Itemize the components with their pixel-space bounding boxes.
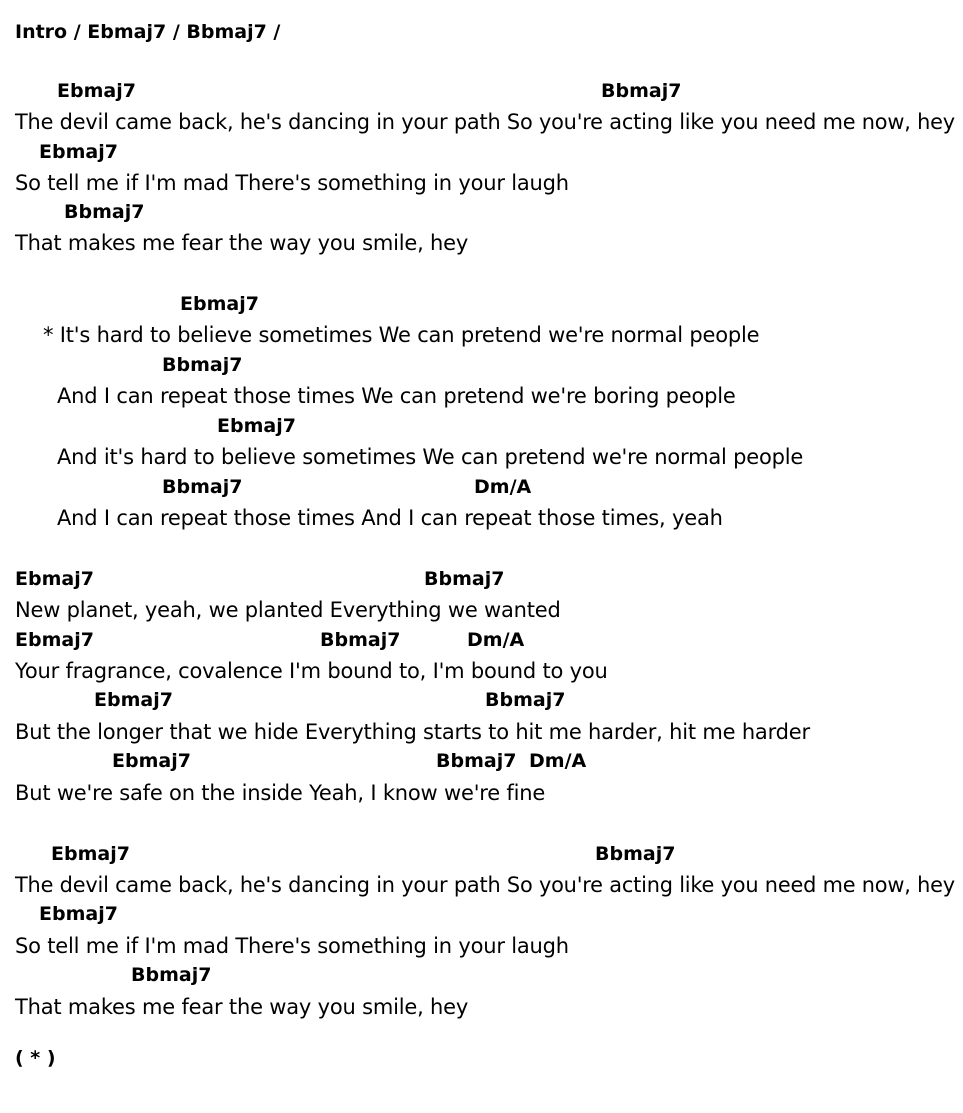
verse1-chord-4: Bbmaj7 [64, 201, 145, 223]
chorus-chord-4: Bbmaj7 [162, 476, 243, 498]
verse1-lyric-1: The devil came back, he's dancing in your path So you're acting like you need me now, hey [15, 110, 955, 134]
chorus-chord-5: Dm/A [474, 476, 532, 498]
verse1-chord-3: Ebmaj7 [39, 141, 118, 163]
chorus-repeat-marker: ( * ) [15, 1047, 56, 1069]
verse3-chord-4: Bbmaj7 [131, 964, 212, 986]
verse1-chord-2: Bbmaj7 [601, 80, 682, 102]
chorus-chord-1: Ebmaj7 [180, 293, 259, 315]
chorus-lyric-1: * It's hard to believe sometimes We can pretend we're normal people [43, 323, 760, 347]
verse3-chord-1: Ebmaj7 [51, 843, 130, 865]
verse2-chord-7: Bbmaj7 [485, 689, 566, 711]
verse2-chord-4: Bbmaj7 [320, 629, 401, 651]
chorus-chord-2: Bbmaj7 [162, 354, 243, 376]
chorus-lyric-2: And I can repeat those times We can pretend we're boring people [57, 384, 736, 408]
verse2-chord-5: Dm/A [467, 629, 525, 651]
verse2-lyric-3: But the longer that we hide Everything starts to hit me harder, hit me harder [15, 720, 810, 744]
intro-line: Intro / Ebmaj7 / Bbmaj7 / [15, 21, 281, 43]
verse2-chord-6: Ebmaj7 [94, 689, 173, 711]
verse2-chord-10: Dm/A [529, 750, 587, 772]
verse2-chord-2: Bbmaj7 [424, 568, 505, 590]
verse1-lyric-2: So tell me if I'm mad There's something in your laugh [15, 171, 569, 195]
chorus-lyric-3: And it's hard to believe sometimes We can pretend we're normal people [57, 445, 804, 469]
verse3-lyric-3: That makes me fear the way you smile, hey [15, 995, 469, 1019]
verse3-chord-3: Ebmaj7 [39, 903, 118, 925]
verse1-chord-1: Ebmaj7 [57, 80, 136, 102]
verse2-lyric-4: But we're safe on the inside Yeah, I know we're fine [15, 781, 546, 805]
verse2-lyric-2: Your fragrance, covalence I'm bound to, I'm bound to you [15, 659, 608, 683]
verse2-chord-8: Ebmaj7 [112, 750, 191, 772]
verse3-lyric-1: The devil came back, he's dancing in your path So you're acting like you need me now, hey [15, 873, 955, 897]
chorus-lyric-4: And I can repeat those times And I can repeat those times, yeah [57, 506, 723, 530]
verse2-chord-9: Bbmaj7 [436, 750, 517, 772]
verse2-chord-1: Ebmaj7 [15, 568, 94, 590]
verse2-lyric-1: New planet, yeah, we planted Everything we wanted [15, 598, 561, 622]
chorus-chord-3: Ebmaj7 [217, 415, 296, 437]
verse3-chord-2: Bbmaj7 [595, 843, 676, 865]
verse2-chord-3: Ebmaj7 [15, 629, 94, 651]
verse3-lyric-2: So tell me if I'm mad There's something in your laugh [15, 934, 569, 958]
verse1-lyric-3: That makes me fear the way you smile, hey [15, 231, 469, 255]
